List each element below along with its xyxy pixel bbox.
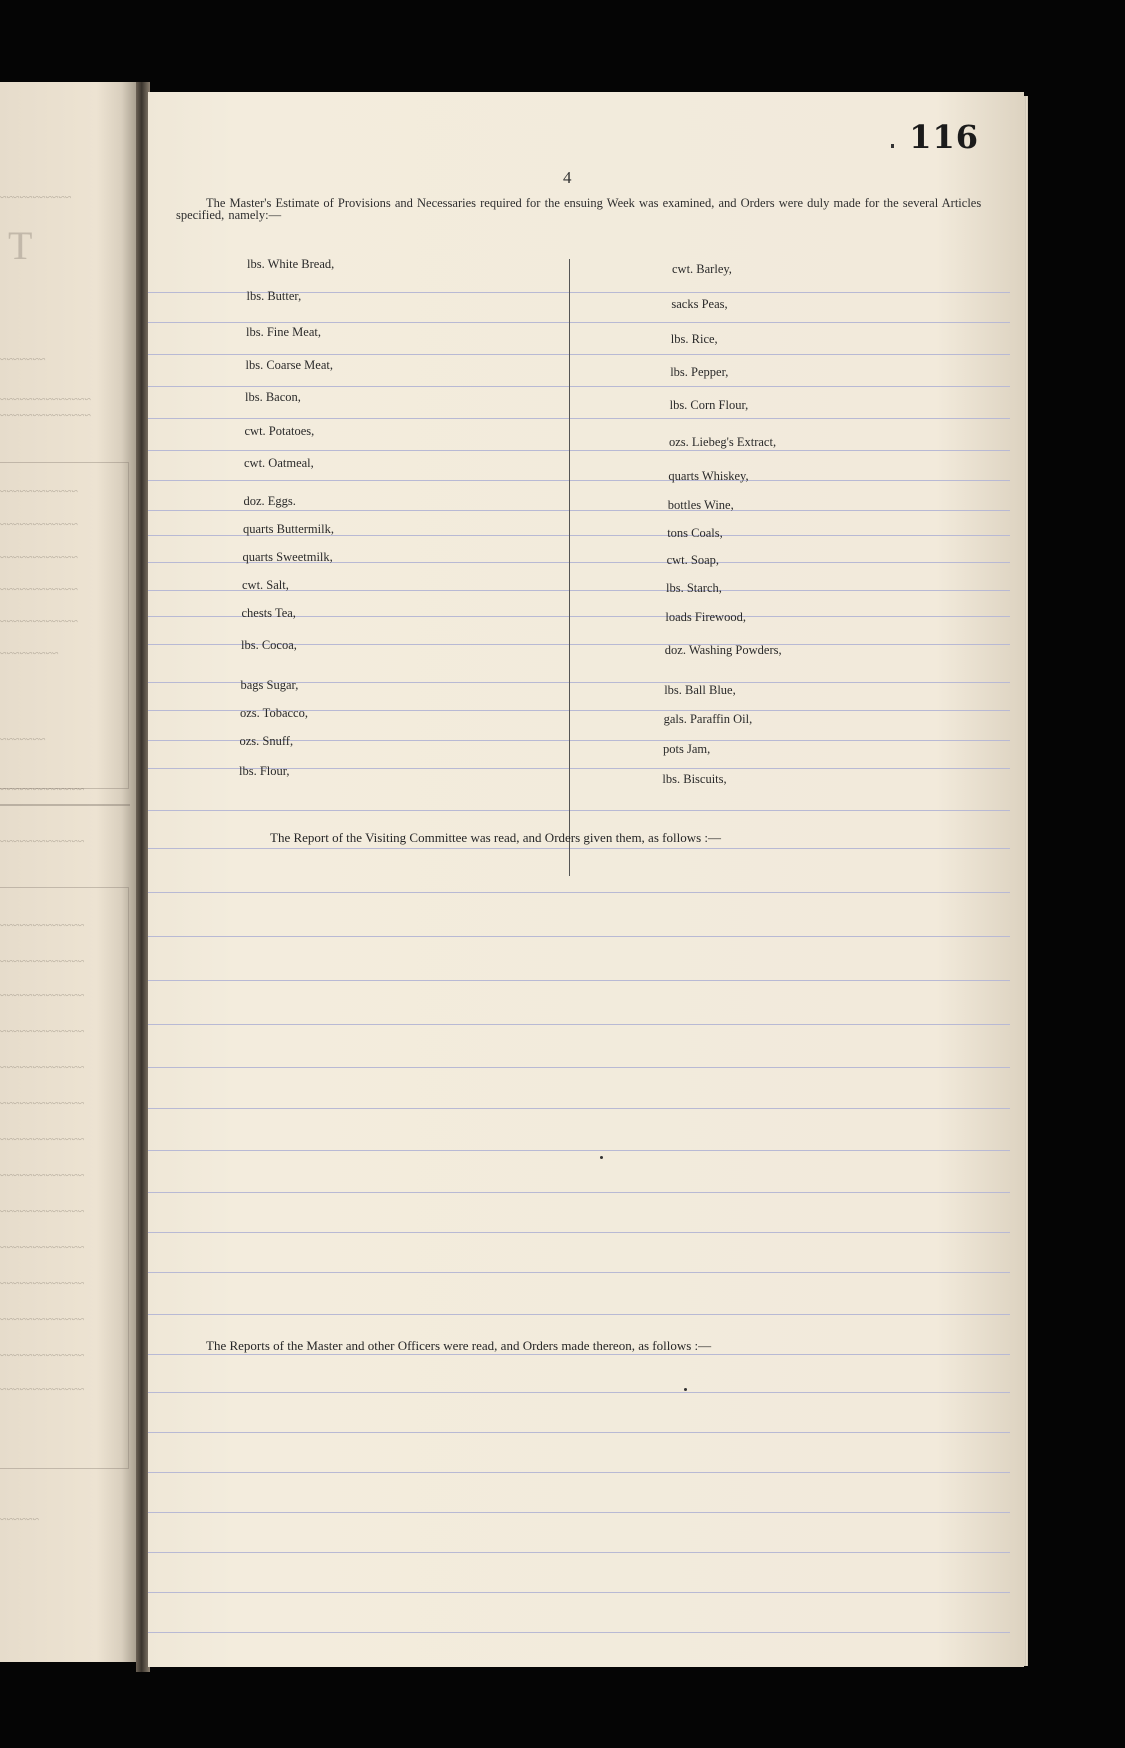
right-provision-item: cwt. Barley, <box>672 262 732 276</box>
left-provision-item: quarts Buttermilk, <box>243 522 334 536</box>
left-provision-item: quarts Sweetmilk, <box>242 550 333 564</box>
facing-page-ghost-letter: T <box>8 223 33 268</box>
ledger-page <box>148 92 1024 1667</box>
right-provision-item: lbs. Ball Blue, <box>664 683 736 697</box>
right-provision-item: sacks Peas, <box>671 297 728 311</box>
left-provision-item: lbs. Cocoa, <box>241 638 297 652</box>
right-provision-item: lbs. Starch, <box>666 581 722 595</box>
page-number: 116 <box>909 118 979 156</box>
right-provision-item: quarts Whiskey, <box>668 469 749 483</box>
left-provision-item: lbs. Bacon, <box>245 390 301 404</box>
ruled-line <box>148 1150 1010 1151</box>
right-provision-item: lbs. Rice, <box>670 332 718 346</box>
right-provision-item: tons Coals, <box>667 526 723 540</box>
left-provision-item: cwt. Oatmeal, <box>244 456 314 470</box>
left-provision-item: ozs. Snuff, <box>239 734 294 748</box>
facing-page: T ~~~~~~~~~~~ ~~~~~~~ ~~~~~~~~~~~~~~ ~~~~~~~~~~~~~~ ~~~~~~~~~~~~ ~~~~~~~~~~~~ ~~~~~~~~~~~~ ~~~~~~~~~~~~ ~~~~~~~~~~~~ ~~~~~~~~~ ~~~~~~~ ~~~~~~~~~~~~~ ~~~~~~~~~~~~~ ~~~~~~~~~~~~~ ~~~~~~~~~~~~~ ~~~~~~~~~~~~~ ~~~~~~~~~~~~~ ~~~~~~~~~~~~~ ~~~~~~~~~~~~~ ~~~~~~~~~~~~~ ~~~~~~~~~~~~~ ~~~~~~~~~~~~~ ~~~~~~~~~~~~~ ~~~~~~~~~~~~~ ~~~~~~~~~~~~~ ~~~~~~~~~~~~~ ~~~~~~~~~~~~~ ~~~~~~ <box>0 82 138 1662</box>
left-provision-item: lbs. Coarse Meat, <box>245 358 333 372</box>
left-provision-item: doz. Eggs. <box>243 494 296 508</box>
ink-dot <box>600 1156 603 1159</box>
ruled-line <box>148 450 1010 451</box>
visiting-committee-heading: The Report of the Visiting Committee was read, and Orders given them, as follows :— <box>270 830 722 845</box>
ruled-line <box>148 322 1010 323</box>
ruled-line <box>148 1108 1010 1109</box>
ruled-line <box>148 980 1010 981</box>
ruled-line <box>148 1432 1010 1433</box>
left-provision-item: cwt. Potatoes, <box>244 424 315 438</box>
ruled-line <box>148 1067 1010 1068</box>
officers-reports-heading: The Reports of the Master and other Officers were read, and Orders made thereon, as follows :— <box>206 1338 712 1353</box>
ruled-line <box>148 810 1010 811</box>
ruled-line <box>148 1192 1010 1193</box>
right-provision-item: gals. Paraffin Oil, <box>663 712 753 726</box>
form-number: 4 <box>563 168 572 187</box>
right-provision-item: doz. Washing Powders, <box>664 643 782 657</box>
left-provision-item: chests Tea, <box>241 606 296 620</box>
ruled-line <box>148 1392 1010 1393</box>
facing-page-ghost-text: ~~~~~~~~~~~ <box>0 190 72 204</box>
column-divider <box>569 259 570 876</box>
right-provision-item: cwt. Soap, <box>666 553 720 567</box>
ruled-line <box>148 1472 1010 1473</box>
left-provision-item: cwt. Salt, <box>242 578 289 592</box>
ruled-line <box>148 1552 1010 1553</box>
ruled-line <box>148 1232 1010 1233</box>
ink-mark <box>891 144 894 148</box>
ruled-line <box>148 1632 1010 1633</box>
estimate-intro-text: The Master's Estimate of Provisions and Necessaries required for the ensuing Week was examined, and Orders were duly made for the several Articles specified, namely:— <box>176 196 982 222</box>
ruled-line <box>148 1272 1010 1273</box>
ruled-line <box>148 1354 1010 1355</box>
right-provision-item: lbs. Pepper, <box>670 365 729 379</box>
ruled-line <box>148 936 1010 937</box>
ruled-line <box>148 848 1010 849</box>
ruled-line <box>148 510 1010 511</box>
right-provision-item: lbs. Corn Flour, <box>669 398 749 412</box>
ruled-line <box>148 480 1010 481</box>
ink-dot <box>684 1388 687 1391</box>
ruled-line <box>148 418 1010 419</box>
ruled-line <box>148 1024 1010 1025</box>
right-provision-item: ozs. Liebeg's Extract, <box>669 435 777 449</box>
right-provision-item: pots Jam, <box>663 742 711 756</box>
left-provision-item: lbs. Butter, <box>246 289 302 303</box>
ruled-line <box>148 1592 1010 1593</box>
left-provision-item: lbs. Fine Meat, <box>246 325 321 339</box>
right-provision-item: lbs. Biscuits, <box>662 772 727 786</box>
left-provision-item: lbs. Flour, <box>239 764 290 778</box>
ruled-line <box>148 892 1010 893</box>
left-provision-item: lbs. White Bread, <box>247 257 335 271</box>
left-provision-item: ozs. Tobacco, <box>240 706 308 720</box>
left-provision-item: bags Sugar, <box>240 678 299 692</box>
ruled-line <box>148 1512 1010 1513</box>
right-provision-item: loads Firewood, <box>665 610 746 624</box>
ruled-line <box>148 1314 1010 1315</box>
ruled-line <box>148 386 1010 387</box>
right-provision-item: bottles Wine, <box>667 498 734 512</box>
ruled-line <box>148 354 1010 355</box>
